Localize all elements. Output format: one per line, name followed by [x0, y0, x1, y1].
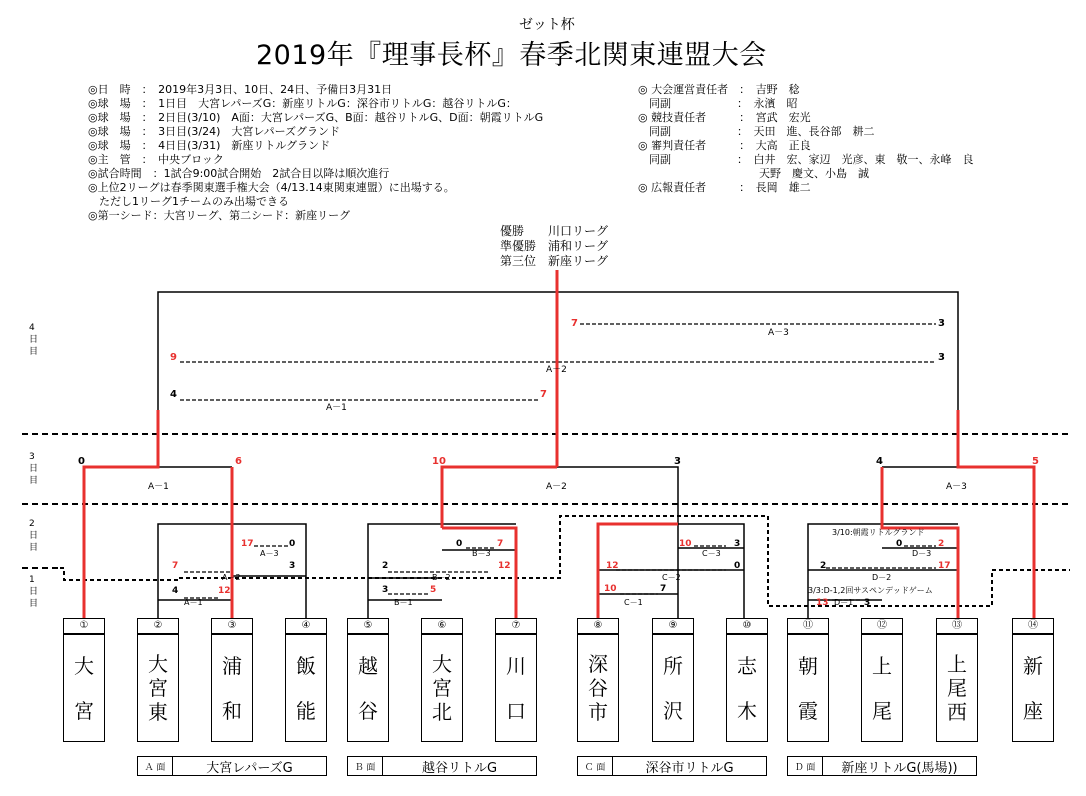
svg-text:目: 目: [29, 347, 39, 357]
staff-line: ◎ 競技責任者 ： 宮武 宏光: [638, 111, 811, 124]
team-char: 飯: [296, 653, 316, 678]
info-line: ◎試合時間 ：1試合9:00試合開始 2試合目以降は順次進行: [88, 167, 390, 180]
staff-line: 同副 ： 白井 宏、家辺 光彦、東 敬一、永峰 良: [638, 153, 974, 166]
team-number: ⑨: [652, 618, 694, 634]
game-label: D－1: [834, 598, 854, 607]
team-number: ②: [137, 618, 179, 634]
team-char: 西: [947, 700, 967, 724]
info-line: ◎上位2リーグは春季関東選手権大会（4/13.14東関東連盟）に出場する。: [88, 181, 455, 194]
venue-c: [577, 756, 767, 776]
score: 5: [1032, 456, 1039, 467]
game-label: C－3: [702, 549, 721, 558]
staff-line: ◎ 審判責任者 ： 大高 正良: [638, 139, 811, 152]
team-char: 木: [737, 698, 757, 723]
svg-text:日: 日: [29, 464, 39, 474]
score: 0: [78, 456, 85, 467]
score: 3: [938, 318, 945, 329]
score: 2: [938, 539, 945, 549]
team-omiya-higashi: [137, 634, 179, 742]
team-number: ④: [285, 618, 327, 634]
score: 5: [430, 585, 437, 595]
svg-text:目: 目: [29, 476, 39, 486]
team-char: 志: [737, 653, 757, 678]
d-block-notes: [808, 527, 933, 595]
score: 9: [170, 352, 177, 363]
team-number: ⑤: [347, 618, 389, 634]
team-char: 朝: [798, 653, 818, 678]
team-char: 浦: [222, 653, 242, 678]
team-omiya-kita: [421, 634, 463, 742]
svg-text:目: 目: [29, 543, 39, 553]
team-urawa: [211, 634, 253, 742]
info-line: ◎球 場 ： 3日目(3/24) 大宮レパーズグランド: [88, 125, 341, 138]
day-label-2: 2: [29, 519, 35, 529]
team-char: 谷: [588, 676, 608, 700]
team-char: 座: [1023, 698, 1043, 723]
team-char: 大: [148, 652, 168, 676]
team-char: 谷: [358, 698, 378, 723]
team-char: 能: [296, 698, 316, 723]
venue-b: [347, 756, 537, 776]
info-line: ◎球 場 ： 4日目(3/31) 新座リトルグランド: [88, 139, 331, 152]
team-omiya: [63, 634, 105, 742]
team-hanno: [285, 634, 327, 742]
score: 7: [571, 318, 578, 329]
result-line: 第三位 新座リーグ: [500, 254, 609, 268]
game-label: A－1: [148, 482, 169, 492]
game-label: A－1: [184, 598, 203, 607]
game-label: A－3: [768, 328, 789, 338]
score: 2: [382, 561, 389, 571]
svg-text:目: 目: [29, 599, 39, 609]
score: 2: [820, 561, 827, 571]
bracket-lines: [84, 292, 1034, 618]
staff-line: 同副 ： 永濱 昭: [638, 97, 798, 110]
team-number: ③: [211, 618, 253, 634]
game-label: C－2: [662, 573, 681, 582]
score: 3: [289, 561, 296, 571]
a-block-scores: [172, 539, 295, 596]
team-char: 上: [947, 652, 967, 676]
score: 3: [734, 539, 741, 549]
score: 12: [498, 561, 511, 571]
team-char: 川: [506, 653, 526, 678]
team-tokorozawa: [652, 634, 694, 742]
team-char: 沢: [663, 698, 683, 723]
subtitle: ゼット杯: [519, 17, 575, 33]
info-line: ただし1リーグ1チームのみ出場できる: [88, 195, 289, 208]
game-label: A－2: [546, 482, 567, 492]
team-char: 大: [432, 652, 452, 676]
score: 4: [172, 586, 179, 596]
team-ageo-nishi: [936, 634, 978, 742]
team-char: 北: [432, 700, 452, 724]
team-char: 尾: [947, 676, 967, 700]
team-number: ⑩: [726, 618, 768, 634]
venue-d: [787, 756, 977, 776]
info-line: ◎球 場 ： 2日目(3/10) A面：大宮レパーズG、B面：越谷リトルG、D面：朝霞リトルG: [88, 111, 544, 124]
team-shiki: [726, 634, 768, 742]
info-line: ◎日 時 ： 2019年3月3日、10日、24日、予備日3月31日: [88, 83, 393, 96]
score: 4: [170, 389, 177, 400]
score: 3: [864, 598, 871, 608]
d-block-labels: [834, 549, 931, 607]
score: 7: [660, 584, 667, 594]
score: 7: [497, 539, 504, 549]
game-label: C－1: [624, 598, 643, 607]
team-char: 深: [588, 652, 608, 676]
staff-line: 天野 慶文、小島 誠: [638, 167, 869, 180]
score: 12: [606, 561, 619, 571]
team-char: 宮: [74, 698, 94, 723]
score: 0: [289, 539, 296, 549]
score: 3: [938, 352, 945, 363]
score: 13: [816, 598, 829, 608]
game-label: B－1: [394, 598, 413, 607]
svg-text:日: 日: [29, 531, 39, 541]
game-label: B－2: [432, 573, 451, 582]
score: 7: [172, 561, 179, 571]
game-label: A－3: [946, 482, 967, 492]
team-asaka: [787, 634, 829, 742]
page-title: 2019年『理事長杯』春季北関東連盟大会: [256, 40, 767, 71]
score: 6: [235, 456, 242, 467]
game-label: B－3: [472, 549, 491, 558]
day-label-4: 4: [29, 323, 35, 333]
staff-line: 同副 ： 天田 進、長谷部 耕二: [638, 125, 875, 138]
result-line: 準優勝 浦和リーグ: [500, 239, 609, 253]
c-block-labels: [624, 549, 721, 607]
team-number: ⑪: [787, 618, 829, 634]
score: 4: [876, 456, 883, 467]
day-label-3: 3: [29, 452, 35, 462]
venue-name: 大宮レパーズG: [206, 760, 293, 776]
venue-label: Ｃ 面: [578, 757, 613, 775]
venue-label: Ａ 面: [138, 757, 173, 775]
score: 7: [540, 389, 547, 400]
team-char: 宮: [148, 676, 168, 700]
team-char: 宮: [432, 676, 452, 700]
team-number: ⑬: [936, 618, 978, 634]
venue-name: 越谷リトルG: [421, 760, 498, 776]
score: 10: [432, 456, 446, 467]
team-char: 口: [506, 698, 526, 723]
game-label: D－3: [912, 549, 932, 558]
score: 17: [938, 561, 951, 571]
team-char: 東: [148, 700, 168, 724]
score: 12: [218, 586, 231, 596]
team-number: ①: [63, 618, 105, 634]
svg-text:日: 日: [29, 335, 39, 345]
team-char: 霞: [798, 698, 818, 723]
game-label: A－1: [326, 403, 347, 413]
team-char: 所: [663, 653, 683, 678]
team-number: ⑥: [421, 618, 463, 634]
venue-name: 深谷市リトルG: [645, 760, 734, 776]
score: 10: [679, 539, 692, 549]
score: 0: [734, 561, 741, 571]
score: 0: [896, 539, 903, 549]
team-number: ⑦: [495, 618, 537, 634]
info-line: ◎主 管 ： 中央ブロック: [88, 153, 224, 166]
team-char: 越: [358, 653, 378, 678]
result-line: 優勝 川口リーグ: [500, 224, 609, 238]
team-char: 大: [74, 653, 94, 678]
team-niiza: [1012, 634, 1054, 742]
team-char: 新: [1023, 653, 1043, 678]
venue-a: [137, 756, 327, 776]
game-label: D－2: [872, 573, 892, 582]
venue-name: 新座リトルG(馬場)): [841, 760, 958, 776]
team-char: 市: [588, 700, 608, 724]
team-kawaguchi: [495, 634, 537, 742]
team-ageo: [861, 634, 903, 742]
team-number: ⑧: [577, 618, 619, 634]
staff-line: ◎ 大会運営責任者 ： 吉野 稔: [638, 83, 800, 96]
info-line: ◎第一シード：大宮リーグ、第二シード：新座リーグ: [88, 209, 351, 222]
day-label-1: 1: [29, 575, 35, 585]
game-label: A－2: [546, 365, 567, 375]
team-number: ⑫: [861, 618, 903, 634]
venue-note: 3/10:朝霞リトルグランド: [832, 528, 925, 537]
info-line: ◎球 場 ： 1日目 大宮レパーズG：新座リトルG：深谷市リトルG：越谷リトルG：: [88, 97, 517, 110]
semi-game-labels: [148, 482, 967, 492]
team-char: 尾: [872, 698, 892, 723]
score: 3: [674, 456, 681, 467]
day-labels: [29, 323, 38, 609]
team-char: 和: [222, 698, 242, 723]
score: 17: [241, 539, 254, 549]
game-label: A－3: [260, 549, 279, 558]
venue-label: Ｄ 面: [788, 757, 823, 775]
staff-line: ◎ 広報責任者 ： 長岡 雄二: [638, 181, 811, 194]
score: 0: [456, 539, 463, 549]
score: 10: [604, 584, 617, 594]
team-char: 上: [872, 653, 892, 678]
venue-label: Ｂ 面: [348, 757, 383, 775]
team-number: ⑭: [1012, 618, 1054, 634]
game-label: A－2: [222, 573, 241, 582]
team-fukaya: [577, 634, 619, 742]
team-koshigaya: [347, 634, 389, 742]
svg-text:日: 日: [29, 587, 39, 597]
suspended-note: 3/3:D-1,2回サスペンデッドゲーム: [808, 586, 933, 595]
score: 3: [382, 585, 389, 595]
